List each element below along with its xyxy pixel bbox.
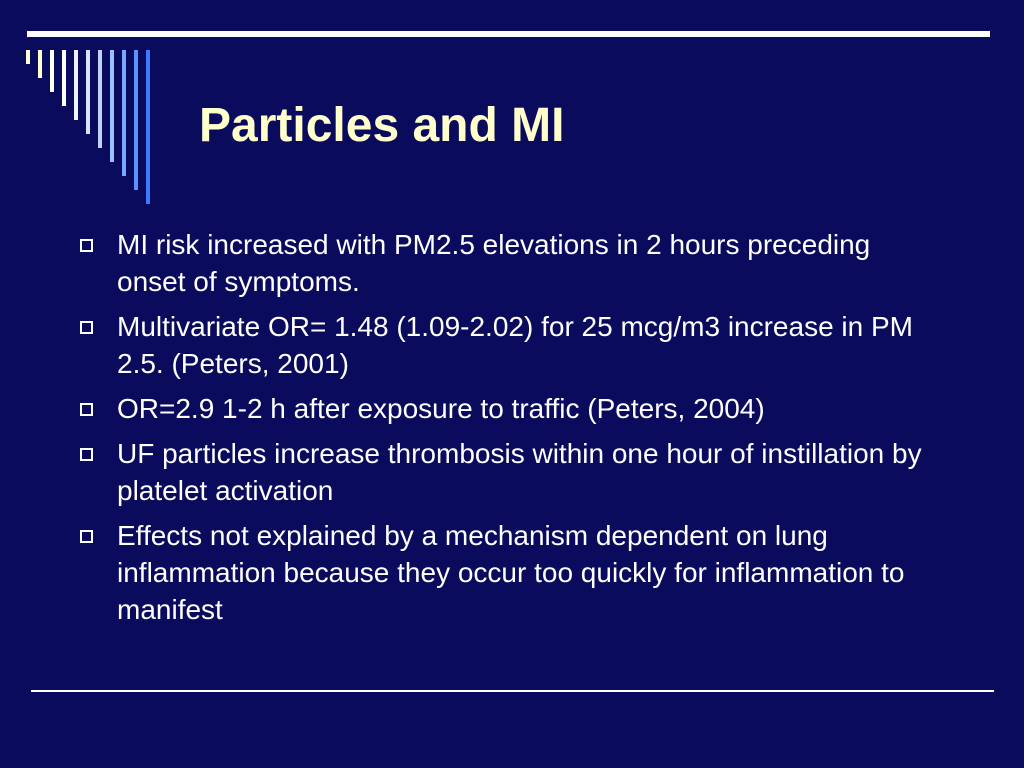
bullet-text: UF particles increase thrombosis within one hour of instillation by platelet activation bbox=[117, 438, 922, 506]
bottom-rule bbox=[31, 690, 994, 692]
bullet-text: MI risk increased with PM2.5 elevations in 2 hours preceding onset of symptoms. bbox=[117, 229, 871, 297]
hollow-square-icon bbox=[80, 530, 93, 543]
stripe-2 bbox=[38, 50, 42, 78]
stripe-1 bbox=[26, 50, 30, 64]
bullet-item bbox=[80, 390, 940, 427]
stripe-4 bbox=[62, 50, 66, 106]
decorative-stripes-icon bbox=[26, 50, 176, 210]
slide-title: Particles and MI bbox=[199, 99, 565, 152]
hollow-square-icon bbox=[80, 403, 93, 416]
stripe-11 bbox=[146, 50, 150, 204]
top-rule bbox=[27, 31, 990, 37]
stripe-8 bbox=[110, 50, 114, 162]
hollow-square-icon bbox=[80, 321, 93, 334]
bullet-text: Multivariate OR= 1.48 (1.09-2.02) for 25 mcg/m3 increase in PM 2.5. (Peters, 2001) bbox=[117, 311, 914, 379]
bullet-item bbox=[80, 435, 940, 509]
stripe-5 bbox=[74, 50, 78, 120]
hollow-square-icon bbox=[80, 239, 93, 252]
bullet-text: Effects not explained by a mechanism dependent on lung inflammation because they occur too quickly for inflammation to manifest bbox=[117, 520, 905, 625]
stripe-10 bbox=[134, 50, 138, 190]
stripe-7 bbox=[98, 50, 102, 148]
hollow-square-icon bbox=[80, 448, 93, 461]
bullet-item bbox=[80, 308, 940, 382]
stripe-6 bbox=[86, 50, 90, 134]
bullet-list bbox=[80, 226, 940, 636]
bullet-item bbox=[80, 517, 940, 628]
stripe-3 bbox=[50, 50, 54, 92]
bullet-text: OR=2.9 1-2 h after exposure to traffic (Peters, 2004) bbox=[117, 393, 765, 424]
bullet-item bbox=[80, 226, 940, 300]
stripe-9 bbox=[122, 50, 126, 176]
